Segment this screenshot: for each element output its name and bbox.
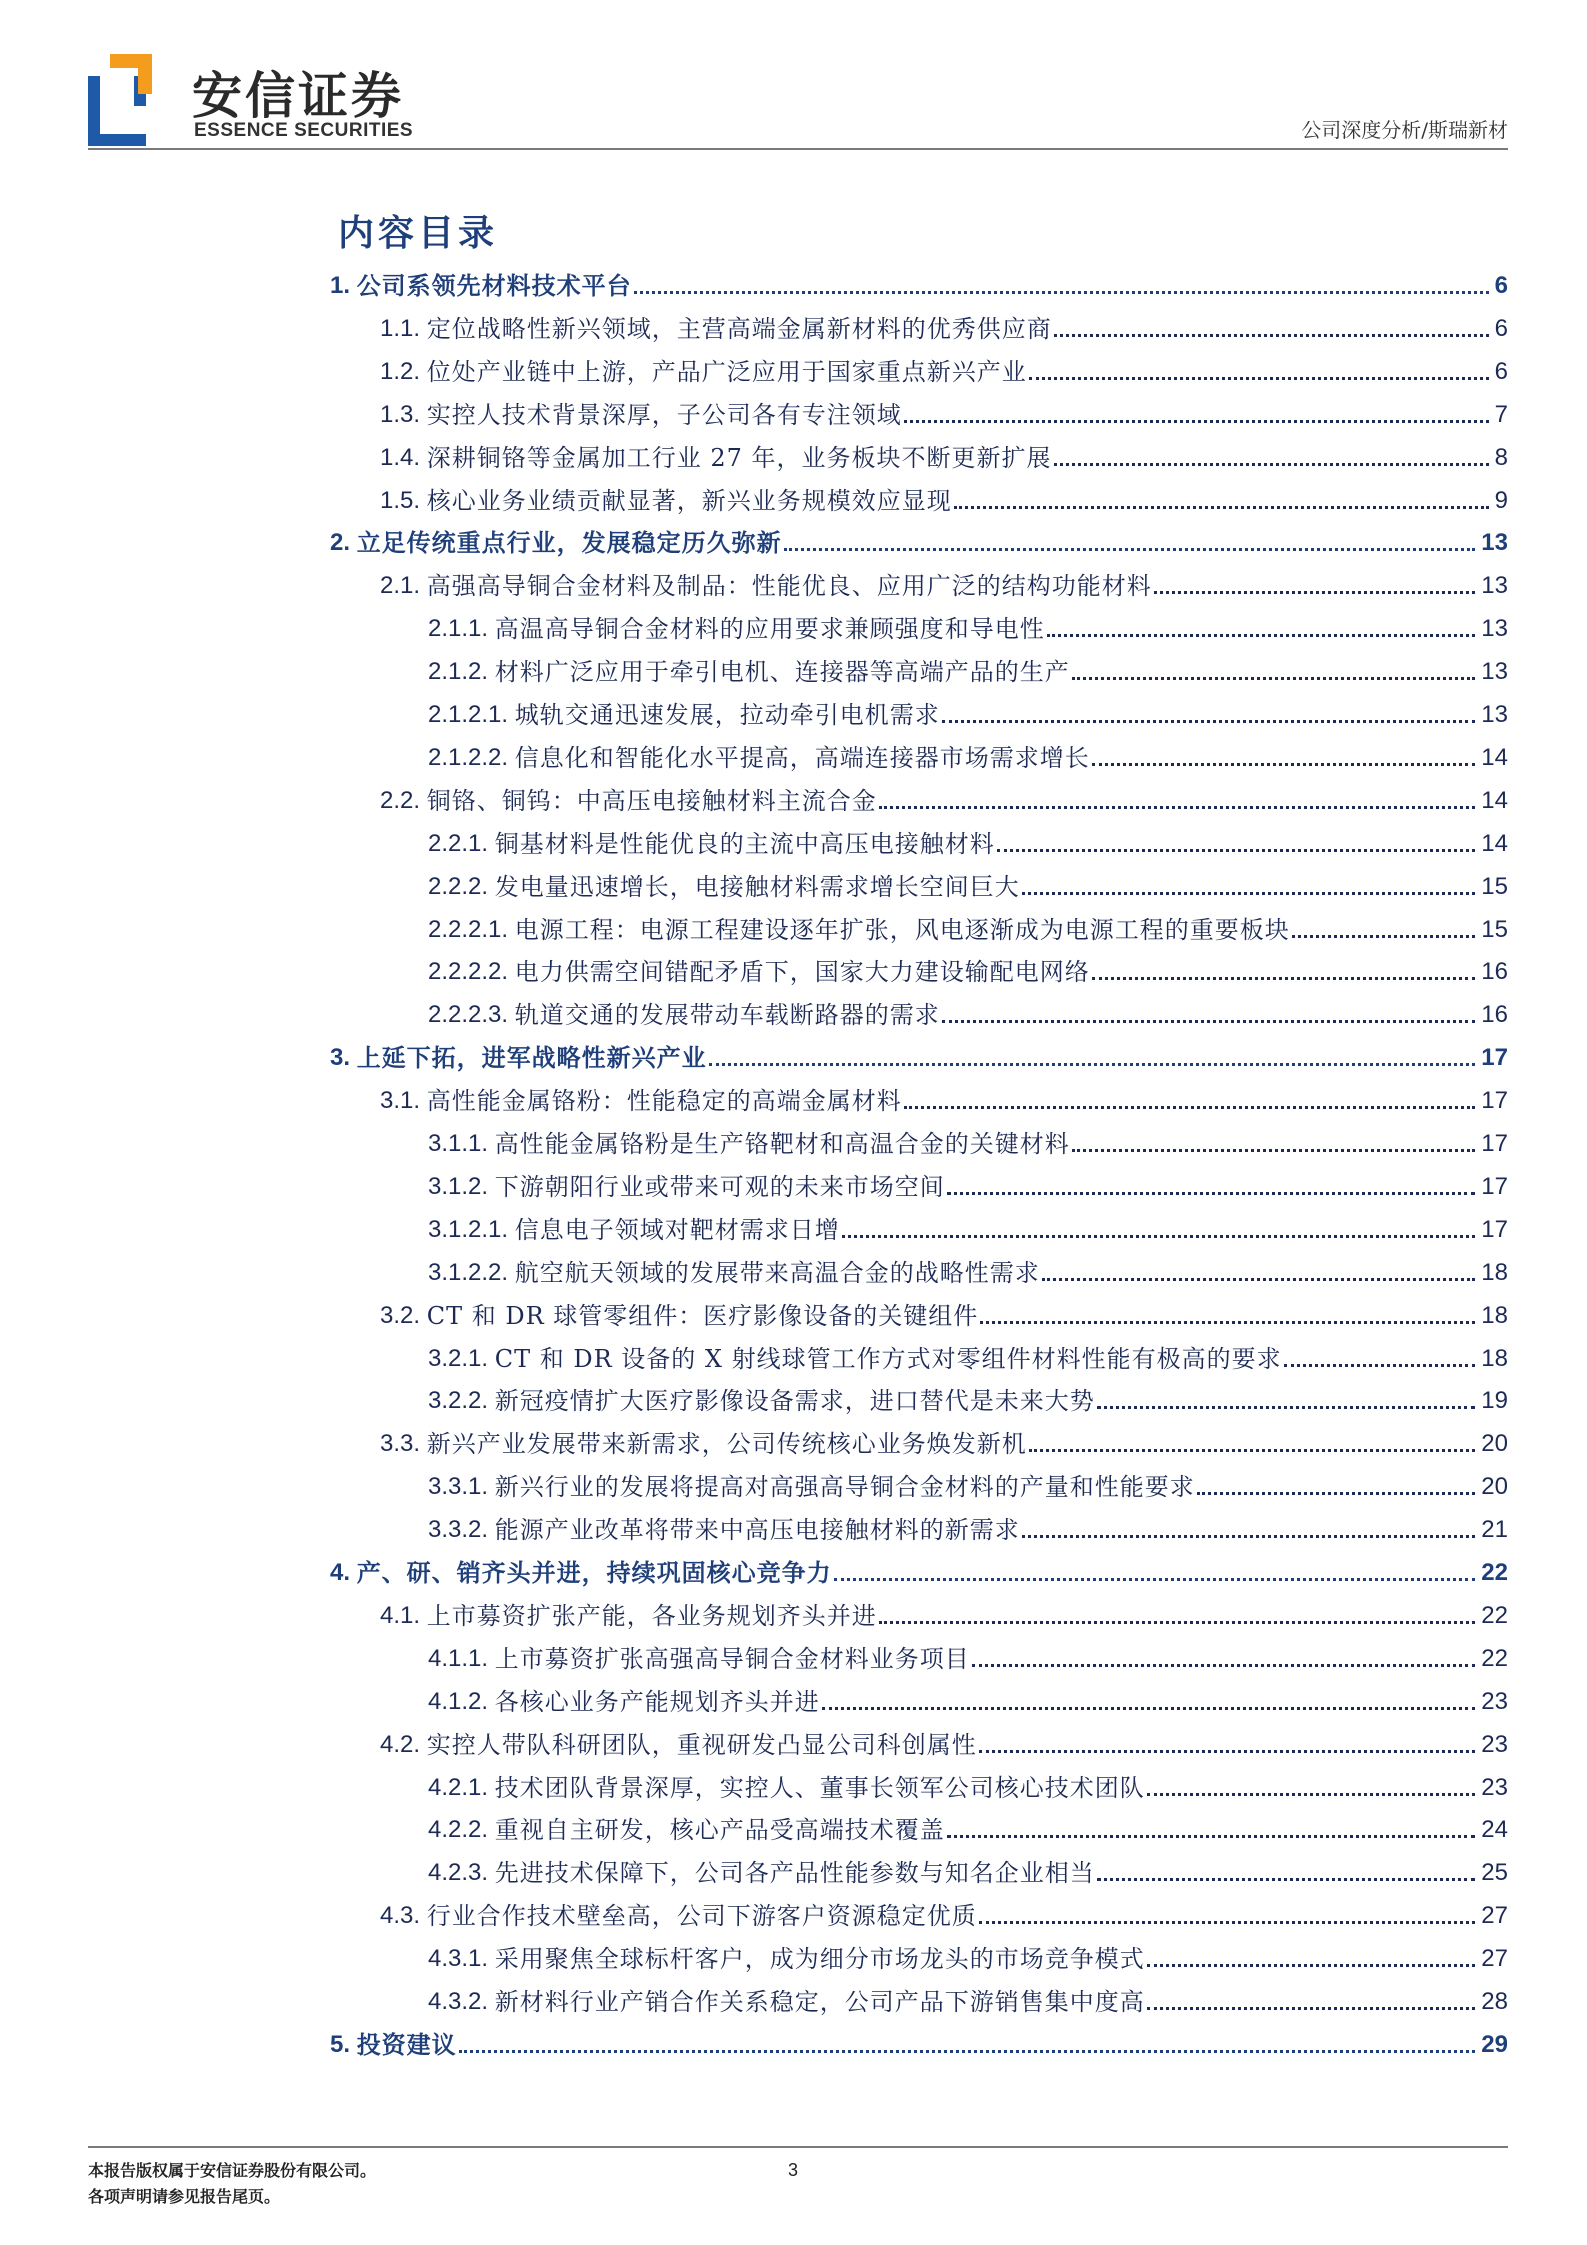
toc-leader-dots: [980, 1321, 1475, 1324]
toc-entry-number: 4.1.2.: [428, 1687, 495, 1715]
toc-entry-number: 3.: [330, 1044, 357, 1072]
toc-entry-number: 3.2.1.: [428, 1344, 495, 1372]
toc-entry-number: 3.3.1.: [428, 1473, 495, 1501]
toc-entry-number: 2.1.: [380, 572, 427, 600]
toc-entry[interactable]: [428, 690, 1508, 730]
toc-entry-title: CT 和 DR 设备的 X 射线球管工作方式对零组件材料性能有极高的要求: [494, 1344, 1282, 1373]
toc-entry-title: 信息化和智能化水平提高，高端连接器市场需求增长: [514, 743, 1090, 772]
toc-leader-dots: [947, 1192, 1476, 1195]
toc-entry[interactable]: [428, 1205, 1508, 1245]
toc-entry[interactable]: [428, 1805, 1508, 1845]
toc-entry[interactable]: [428, 647, 1508, 687]
toc-leader-dots: [1197, 1492, 1476, 1495]
toc-entry[interactable]: [380, 1419, 1508, 1459]
toc-entry-title: 高性能金属铬粉是生产铬靶材和高温合金的关键材料: [494, 1130, 1070, 1158]
toc-entry-title: 新冠疫情扩大医疗影像设备需求，进口替代是未来大势: [494, 1387, 1095, 1416]
toc-entry-page: 28: [1481, 1988, 1508, 2015]
toc-entry[interactable]: [380, 1076, 1508, 1116]
footer-disclaimer: [88, 2158, 376, 2210]
toc-entry-title: 电源工程：电源工程建设逐年扩张，风电逐渐成为电源工程的重要板块: [514, 915, 1290, 944]
toc-entry-page: 27: [1481, 1902, 1508, 1930]
toc-entry-title: 上市募资扩张高强高导铜合金材料业务项目: [494, 1644, 970, 1673]
toc-entry-number: 3.3.2.: [428, 1516, 495, 1544]
toc-entry-number: 3.3.: [380, 1430, 427, 1458]
toc-entry-page: 20: [1481, 1473, 1508, 1501]
toc-entry[interactable]: [428, 819, 1508, 859]
toc-entry-page: 13: [1481, 529, 1508, 557]
toc-entry-number: 4.: [330, 1559, 357, 1586]
toc-entry-title: 高强高导铜合金材料及制品：性能优良、应用广泛的结构功能材料: [426, 572, 1152, 601]
toc-entry-number: 2.2.: [380, 786, 427, 814]
toc-entry-number: 3.2.: [380, 1301, 427, 1329]
toc-entry-title: 先进技术保障下，公司各产品性能参数与知名企业相当: [494, 1859, 1095, 1888]
toc-entry-page: 13: [1481, 572, 1508, 600]
toc-leader-dots: [1022, 892, 1476, 895]
toc-entry-number: 4.1.1.: [428, 1644, 495, 1672]
toc-leader-dots: [842, 1235, 1476, 1238]
toc-leader-dots: [972, 1664, 1476, 1667]
toc-entry-page: 19: [1481, 1387, 1508, 1415]
toc-entry-number: 1.1.: [380, 314, 427, 342]
toc-entry-title: 信息电子领域对靶材需求日增: [514, 1215, 840, 1244]
toc-entry-title: 航空航天领域的发展带来高温合金的战略性需求: [514, 1258, 1040, 1287]
toc-entry[interactable]: [428, 1119, 1508, 1159]
toc-entry-number: 2.2.2.3.: [428, 1001, 515, 1029]
toc-leader-dots: [834, 1578, 1476, 1581]
toc-entry-number: 5.: [330, 2030, 357, 2058]
toc-entry-number: 2.1.2.2.: [428, 743, 515, 771]
toc-entry-page: 17: [1481, 1044, 1508, 1072]
toc-leader-dots: [1072, 677, 1476, 680]
toc-entry-page: 22: [1481, 1644, 1508, 1672]
toc-entry-number: 3.1.1.: [428, 1130, 495, 1157]
toc-leader-dots: [879, 1621, 1476, 1624]
toc-entry-title: 能源产业改革将带来中高压电接触材料的新需求: [494, 1516, 1020, 1545]
toc-entry[interactable]: [330, 518, 1508, 558]
toc-entry-page: 7: [1494, 400, 1508, 428]
toc-entry-number: 4.3.: [380, 1902, 427, 1930]
toc-entry-page: 22: [1481, 1559, 1508, 1586]
toc-entry-page: 23: [1481, 1773, 1508, 1801]
toc-entry-page: 18: [1481, 1258, 1508, 1286]
toc-entry-title: 位处产业链中上游，产品广泛应用于国家重点新兴产业: [426, 357, 1027, 386]
toc-leader-dots: [904, 420, 1489, 423]
toc-entry-page: 8: [1494, 443, 1508, 471]
toc-entry-page: 16: [1481, 958, 1508, 986]
toc-title: 内容目录: [338, 212, 499, 254]
header-divider: [88, 148, 1508, 150]
report-type: 公司深度分析/斯瑞新材: [1301, 118, 1508, 142]
toc-entry[interactable]: [428, 947, 1508, 987]
toc-leader-dots: [1284, 1364, 1476, 1367]
toc-leader-dots: [1042, 1278, 1476, 1281]
toc-entry-title: 立足传统重点行业，发展稳定历久弥新: [356, 528, 782, 558]
page-header: [88, 48, 1508, 148]
toc-entry-page: 27: [1481, 1945, 1508, 1973]
toc-entry[interactable]: [428, 1763, 1508, 1803]
toc-entry-page: 17: [1481, 1130, 1508, 1157]
toc-entry[interactable]: [380, 304, 1508, 344]
toc-entry-page: 6: [1494, 272, 1508, 299]
toc-leader-dots: [1147, 1793, 1476, 1796]
toc-entry[interactable]: [380, 1591, 1508, 1631]
toc-entry-title: 下游朝阳行业或带来可观的未来市场空间: [494, 1172, 945, 1201]
toc-entry[interactable]: [428, 1634, 1508, 1674]
toc-entry-page: 21: [1481, 1516, 1508, 1544]
toc-leader-dots: [1022, 1535, 1476, 1538]
toc-entry-number: 2.2.2.2.: [428, 958, 515, 986]
toc-entry[interactable]: [330, 2020, 1508, 2060]
toc-entry[interactable]: [380, 776, 1508, 816]
toc-entry-number: 1.: [330, 272, 357, 299]
toc-entry-page: 13: [1481, 615, 1508, 643]
toc-leader-dots: [947, 1835, 1476, 1838]
toc-leader-dots: [1097, 1878, 1476, 1881]
toc-entry-page: 6: [1494, 357, 1508, 385]
toc-leader-dots: [997, 849, 1476, 852]
toc-entry-title: 采用聚焦全球标杆客户，成为细分市场龙头的市场竞争模式: [494, 1945, 1145, 1974]
toc-entry-page: 23: [1481, 1730, 1508, 1758]
toc-entry-number: 3.1.2.: [428, 1172, 495, 1200]
toc-leader-dots: [1029, 1449, 1476, 1452]
brand-name-cn: 安信证券: [192, 67, 404, 125]
brand-logo-icon: [88, 54, 152, 146]
toc-entry-number: 4.2.2.: [428, 1816, 495, 1844]
toc-entry-title: 核心业务业绩贡献显著，新兴业务规模效应显现: [426, 486, 952, 515]
toc-entry-title: 投资建议: [356, 2029, 457, 2059]
toc-entry[interactable]: [380, 561, 1508, 601]
toc-entry[interactable]: [428, 990, 1508, 1030]
toc-leader-dots: [904, 1106, 1476, 1109]
toc-leader-dots: [634, 291, 1489, 294]
toc-entry-title: 行业合作技术壁垒高，公司下游客户资源稳定优质: [426, 1902, 977, 1931]
toc-leader-dots: [1092, 763, 1476, 766]
toc-entry-page: 13: [1481, 701, 1508, 728]
footer-divider: [88, 2146, 1508, 2148]
copyright-notice: 本报告版权属于安信证券股份有限公司。: [88, 2161, 377, 2180]
toc-entry[interactable]: [428, 604, 1508, 644]
toc-entry[interactable]: [380, 433, 1508, 473]
toc-entry-page: 20: [1481, 1430, 1508, 1458]
toc-leader-dots: [1029, 377, 1489, 380]
toc-entry[interactable]: [428, 1462, 1508, 1502]
toc-entry[interactable]: [380, 1291, 1508, 1331]
toc-entry-page: 22: [1481, 1601, 1508, 1629]
toc-entry-number: 2.1.2.: [428, 658, 495, 686]
toc-entry-title: 重视自主研发，核心产品受高端技术覆盖: [494, 1816, 945, 1845]
toc-entry[interactable]: [428, 1977, 1508, 2017]
toc-entry-title: 各核心业务产能规划齐头并进: [494, 1687, 820, 1716]
toc-entry-number: 2.2.2.1.: [428, 915, 515, 943]
toc-entry-number: 4.3.2.: [428, 1988, 495, 2015]
toc-entry-title: 铜铬、铜钨：中高压电接触材料主流合金: [426, 786, 877, 815]
toc-entry[interactable]: [428, 1376, 1508, 1416]
toc-entry-title: 新兴产业发展带来新需求，公司传统核心业务焕发新机: [426, 1430, 1027, 1459]
toc-entry-title: 上市募资扩张产能，各业务规划齐头并进: [426, 1601, 877, 1630]
toc-entry-number: 4.3.1.: [428, 1945, 495, 1973]
toc-entry-title: 新兴行业的发展将提高对高强高导铜合金材料的产量和性能要求: [494, 1473, 1195, 1502]
toc-entry[interactable]: [380, 347, 1508, 387]
toc-entry-page: 13: [1481, 658, 1508, 686]
toc-entry[interactable]: [428, 905, 1508, 945]
toc-entry-page: 17: [1481, 1087, 1508, 1115]
toc-leader-dots: [822, 1707, 1476, 1710]
toc-entry[interactable]: [380, 1720, 1508, 1760]
toc-entry[interactable]: [380, 390, 1508, 430]
toc-entry-title: 铜基材料是性能优良的主流中高压电接触材料: [494, 829, 995, 858]
toc-entry-number: 4.2.1.: [428, 1773, 495, 1801]
toc-entry[interactable]: [428, 1848, 1508, 1888]
toc-entry-page: 18: [1481, 1344, 1508, 1372]
toc-entry[interactable]: [330, 1033, 1508, 1073]
toc-entry-page: 15: [1481, 872, 1508, 900]
toc-entry-number: 1.2.: [380, 357, 427, 385]
toc-entry[interactable]: [428, 1248, 1508, 1288]
toc-entry-title: 技术团队背景深厚，实控人、董事长领军公司核心技术团队: [494, 1773, 1145, 1802]
toc-entry[interactable]: [428, 862, 1508, 902]
toc-entry[interactable]: [428, 733, 1508, 773]
toc-entry-page: 24: [1481, 1816, 1508, 1844]
toc-entry-number: 4.2.: [380, 1730, 427, 1758]
toc-entry[interactable]: [428, 1677, 1508, 1717]
toc-entry-page: 23: [1481, 1687, 1508, 1715]
toc-leader-dots: [1054, 334, 1489, 337]
toc-entry-title: 上延下拓，进军战略性新兴产业: [356, 1043, 707, 1073]
toc-leader-dots: [459, 2050, 1476, 2053]
toc-entry-title: 公司系领先材料技术平台: [356, 271, 632, 300]
toc-entry-page: 16: [1481, 1001, 1508, 1029]
toc-entry-number: 1.4.: [380, 443, 427, 471]
toc-entry-number: 4.1.: [380, 1601, 427, 1629]
toc-entry-title: 定位战略性新兴领域，主营高端金属新材料的优秀供应商: [426, 314, 1052, 343]
toc-leader-dots: [979, 1750, 1476, 1753]
toc-leader-dots: [1147, 1964, 1476, 1967]
toc-entry-title: 实控人带队科研团队，重视研发凸显公司科创属性: [426, 1730, 977, 1759]
toc-entry-page: 9: [1494, 486, 1508, 514]
toc-leader-dots: [1147, 2007, 1476, 2010]
toc-entry-title: 新材料行业产销合作关系稳定，公司产品下游销售集中度高: [494, 1988, 1145, 2016]
toc-leader-dots: [1154, 591, 1476, 594]
toc-entry[interactable]: [428, 1934, 1508, 1974]
page-number: 3: [788, 2160, 799, 2180]
toc-leader-dots: [784, 548, 1476, 551]
disclaimer-notice: 各项声明请参见报告尾页。: [88, 2187, 281, 2206]
toc-leader-dots: [1047, 634, 1476, 637]
toc-entry-number: 2.1.1.: [428, 615, 495, 643]
toc-entry-number: 2.1.2.1.: [428, 701, 515, 728]
toc-entry-title: CT 和 DR 球管零组件：医疗影像设备的关键组件: [426, 1301, 979, 1330]
toc-entry-title: 电力供需空间错配矛盾下，国家大力建设输配电网络: [514, 958, 1090, 987]
toc-entry-page: 17: [1481, 1172, 1508, 1200]
toc-entry[interactable]: [330, 261, 1508, 301]
toc-entry-number: 3.1.2.2.: [428, 1258, 515, 1286]
toc-entry-page: 25: [1481, 1859, 1508, 1887]
toc-entry-number: 1.3.: [380, 400, 427, 428]
toc-entry-title: 高温高导铜合金材料的应用要求兼顾强度和导电性: [494, 615, 1045, 644]
toc-entry-page: 14: [1481, 743, 1508, 771]
toc-entry-page: 6: [1494, 314, 1508, 342]
toc-leader-dots: [1292, 935, 1476, 938]
toc-entry[interactable]: [380, 1891, 1508, 1931]
toc-entry-number: 3.1.: [380, 1087, 427, 1115]
toc-entry-page: 17: [1481, 1215, 1508, 1243]
toc-entry-title: 城轨交通迅速发展，拉动牵引电机需求: [514, 701, 940, 729]
toc-entry-page: 15: [1481, 915, 1508, 943]
toc-leader-dots: [942, 720, 1476, 723]
toc-leader-dots: [979, 1921, 1476, 1924]
brand-name-en: ESSENCE SECURITIES: [194, 120, 414, 141]
toc-entry[interactable]: [380, 476, 1508, 516]
toc-entry[interactable]: [428, 1162, 1508, 1202]
toc-leader-dots: [709, 1063, 1476, 1066]
toc-leader-dots: [1054, 463, 1489, 466]
toc-entry-title: 实控人技术背景深厚，子公司各有专注领域: [426, 400, 902, 429]
toc-entry[interactable]: [330, 1548, 1508, 1588]
toc-leader-dots: [954, 506, 1489, 509]
toc-entry-title: 产、研、销齐头并进，持续巩固核心竞争力: [356, 1558, 832, 1587]
toc-leader-dots: [1092, 977, 1476, 980]
toc-entry[interactable]: [428, 1505, 1508, 1545]
toc-leader-dots: [879, 806, 1476, 809]
toc-entry-number: 2.2.2.: [428, 872, 495, 900]
toc-leader-dots: [1097, 1406, 1476, 1409]
toc-entry-number: 2.: [330, 529, 357, 557]
toc-entry-title: 材料广泛应用于牵引电机、连接器等高端产品的生产: [494, 658, 1070, 687]
toc-entry-title: 发电量迅速增长，电接触材料需求增长空间巨大: [494, 872, 1020, 901]
toc-entry[interactable]: [428, 1334, 1508, 1374]
toc-entry-title: 轨道交通的发展带动车载断路器的需求: [514, 1001, 940, 1030]
toc-entry-title: 深耕铜铬等金属加工行业 27 年，业务板块不断更新扩展: [426, 443, 1052, 472]
toc-entry-page: 14: [1481, 829, 1508, 857]
toc-entry-page: 29: [1481, 2030, 1508, 2058]
toc-leader-dots: [1072, 1149, 1476, 1152]
toc-entry-number: 3.2.2.: [428, 1387, 495, 1415]
toc-entry-number: 2.2.1.: [428, 829, 495, 857]
toc-entry-page: 14: [1481, 786, 1508, 814]
toc-entry-page: 18: [1481, 1301, 1508, 1329]
toc-entry-number: 3.1.2.1.: [428, 1215, 515, 1243]
toc-leader-dots: [942, 1020, 1476, 1023]
toc-entry-number: 4.2.3.: [428, 1859, 495, 1887]
toc-entry-number: 1.5.: [380, 486, 427, 514]
toc-entry-title: 高性能金属铬粉：性能稳定的高端金属材料: [426, 1087, 902, 1116]
